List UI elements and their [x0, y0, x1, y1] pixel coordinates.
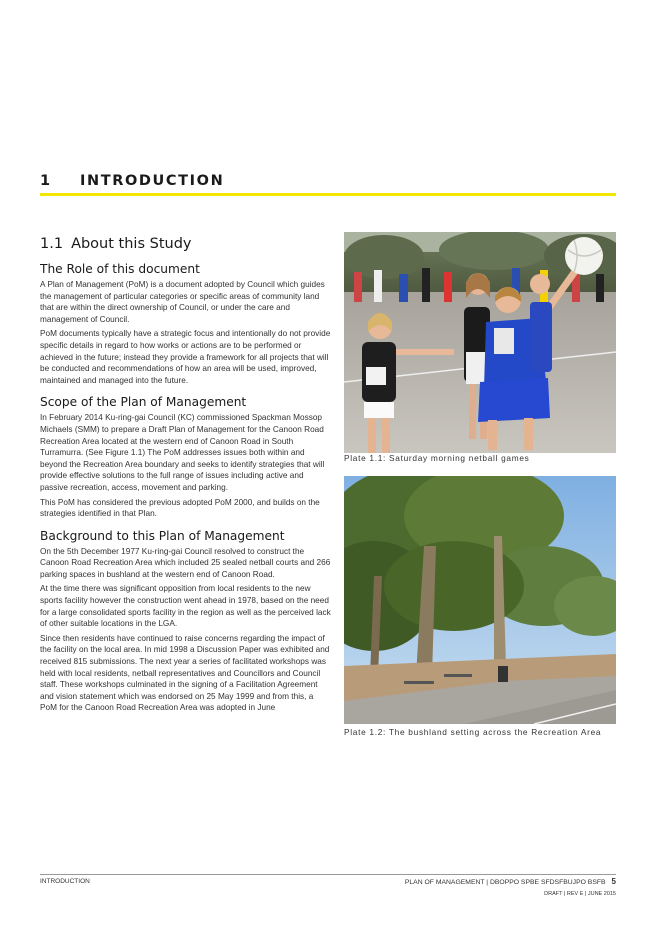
netball-photo: [344, 232, 616, 453]
bushland-photo: [344, 476, 616, 724]
background-paragraph-3: Since then residents have continued to raise concerns regarding the impact of the facility on the local area. In mid 1998 a Discussion Paper was exhibited and received 815 submissions. The next year a series of facilitated workshops was held with local residents, netball representatives and Councillors and Council staff. These workshops culminated in the signing of a Facilitation Agreement and vision statement which was endorsed on 25 May 1999 and from this, a PoM for the Canoon Road Recreation Area was adopted in June: [40, 633, 330, 713]
role-paragraph-1: A Plan of Management (PoM) is a document adopted by Council which guides the management of particular categories or specific areas of community land that are within the direct ownership of Council, or under the care and management of Council.: [40, 280, 325, 324]
chapter-title: INTRODUCTION: [80, 173, 225, 189]
section-title: About this Study: [71, 236, 192, 252]
footer-title: PLAN OF MANAGEMENT | DBOPPO SPBE SFDSFBUJPO BSFB: [404, 879, 606, 886]
section-number: 1.1: [40, 236, 64, 252]
footer-section-name: INTRODUCTION: [40, 878, 90, 885]
main-text-column: [40, 236, 332, 717]
footer-divider: [40, 874, 616, 875]
section-heading: [40, 236, 332, 252]
chapter-heading: [40, 173, 616, 189]
footer-revision: DRAFT | REV E | JUNE 2015: [544, 891, 616, 897]
role-paragraph-2: PoM documents typically have a strategic focus and intentionally do not provide specific details in regard to how works or actions are to be performed or achieved in the future; instead they provide a framework for all projects that will be conducted and recommendations of how an area will be used, improved, maintained and managed into the future.: [40, 329, 331, 385]
plate-1-caption: Plate 1.1: Saturday morning netball games: [344, 453, 530, 463]
page-number: 5: [611, 877, 616, 886]
chapter-number: 1: [40, 173, 52, 189]
background-heading: Background to this Plan of Management: [40, 528, 285, 543]
footer-document-title: [405, 877, 616, 886]
role-heading: The Role of this document: [40, 262, 200, 276]
background-paragraph-1: On the 5th December 1977 Ku-ring-gai Council resolved to construct the Canoon Road Recreation Area which included 25 sealed netball courts and 266 parking spaces in bushland at the western end of Canoon Road.: [40, 546, 331, 579]
scope-paragraph-1: In February 2014 Ku-ring-gai Council (KC) commissioned Spackman Mossop Michaels (SMM) to prepare a Draft Plan of Management for the Canoon Road Recreation Area located at the western end of Canoon Road in South Turramurra. (See Figure 1.1) The PoM addresses issues both within and beyond the Recreation Area boundary and seeks to identify strategies that will provide effective solutions to the full range of issues including active and passive recreation, access, movement and parking.: [40, 413, 325, 492]
plate-2-caption: Plate 1.2: The bushland setting across the Recreation Area: [344, 727, 602, 737]
scope-paragraph-2: This PoM has considered the previous adopted PoM 2000, and builds on the strategies identified in that Plan.: [40, 497, 320, 519]
background-paragraph-2: At the time there was significant opposition from local residents to the new sports facility however the construction went ahead in 1978, based on the need for a large consolidated sports facility in the region as well as the perceived lack of other suitable locations in the LGA.: [40, 584, 331, 629]
scope-heading: Scope of the Plan of Management: [40, 395, 247, 410]
chapter-divider: [40, 193, 616, 196]
